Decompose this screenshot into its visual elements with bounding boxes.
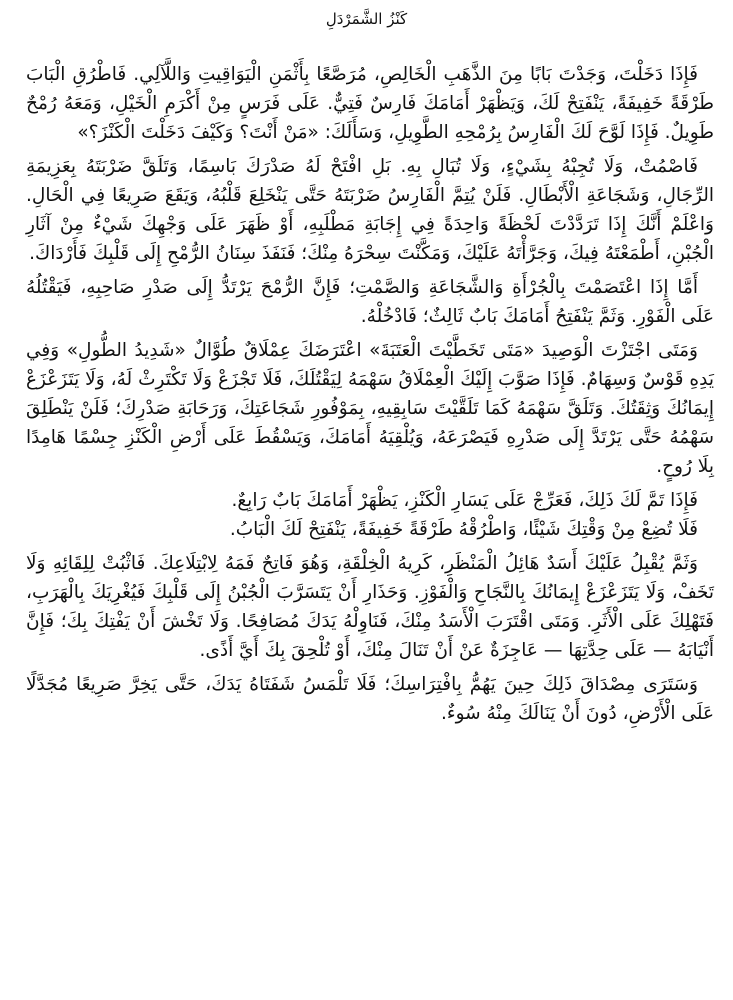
paragraph: فَاصْمُتْ، وَلَا تُجِبْهُ بِشَيْءٍ، وَلَا تُبَالِ بِهِ. بَلِ افْتَحْ لَهُ صَدْرَكَ بَاسِمًا، وَتَلَقَّ ضَرْبَتَهُ بِعَزِيمَةِ الرِّجَالِ، وَشَجَاعَةِ الْأَبْطَالِ. فَلَنْ يُتِمَّ الْفَارِسُ ضَرْبَتَهُ حَتَّى يَنْخَلِعَ قَلْبُهُ، وَيَقَعَ صَرِيعًا فِي الْحَالِ. وَاعْلَمْ أَنَّكَ إِذَا تَرَدَّدْتَ لَحْظَةً وَاحِدَةً فِي إِجَابَةِ مَطْلَبِهِ، أَوْ ظَهَرَ عَلَى وَجْهِكَ شَيْءٌ مِنْ آثَارِ الْجُبْنِ، أَطْمَعْتَهُ فِيكَ، وَجَرَّأْتَهُ عَلَيْكَ، وَمَكَّنْتَ سِحْرَهُ مِنْكَ؛ فَنَفَذَ سِنَانُ الرُّمْحِ إِلَى قَلْبِكَ فَأَرْدَاكَ. — [26, 156, 714, 264]
paragraph: وَسَتَرَى مِصْدَاقَ ذَلِكَ حِينَ يَهُمُّ بِافْتِرَاسِكَ؛ فَلَا تَلْمَسُ شَفَتَاهُ يَدَكَ، حَتَّى يَخِرَّ صَرِيعًا مُجَدَّلًا عَلَى الْأَرْضِ، دُونَ أَنْ يَنَالَكَ مِنْهُ سُوءٌ. — [26, 674, 714, 724]
paragraph: فَلَا تُضِعْ مِنْ وَقْتِكَ شَيْئًا، وَاطْرُقْهُ طَرْقَةً خَفِيفَةً، يَنْفَتِحْ لَكَ الْبَابُ. — [229, 519, 698, 540]
page-body — [26, 60, 714, 733]
paragraph: أَمَّا إِذَا اعْتَصَمْتَ بِالْجُرْأَةِ وَالشَّجَاعَةِ وَالصَّمْتِ؛ فَإِنَّ الرُّمْحَ يَرْتَدُّ إِلَى صَدْرِ صَاحِبِهِ، فَيَقْتُلُهُ عَلَى الْفَوْرِ. وَثَمَّ يَنْفَتِحُ أَمَامَكَ بَابٌ ثَالِثٌ؛ فَادْخُلْهُ. — [26, 277, 714, 327]
paragraph: وَمَتَى اجْتَزْتَ الْوَصِيدَ «مَتَى تَخَطَّيْتَ الْعَتَبَةَ» اعْتَرَضَكَ عِمْلَاقٌ طُوَّالٌ «شَدِيدُ الطُّولِ» وَفِي يَدِهِ قَوْسٌ وَسِهَامٌ. فَإِذَا صَوَّبَ إِلَيْكَ الْعِمْلَاقُ سَهْمَهُ لِيَقْتُلَكَ، فَلَا تَجْزَعْ وَلَا تَكْتَرِثْ لَهُ، وَلَا يَتَزَعْزَعْ إِيمَانُكَ وَثِقَتُكَ. وَتَلَقَّ سَهْمَهُ كَمَا تَلَقَّيْتَ سَابِقِيهِ، بِمَوْفُورِ شَجَاعَتِكَ، وَرَحَابَةِ صَدْرِكَ؛ فَلَنْ يَنْطَلِقَ سَهْمُهُ حَتَّى يَرْتَدَّ إِلَى صَدْرِهِ فَيَصْرَعَهُ، وَيُلْقِيَهُ أَمَامَكَ، وَيَسْقُطَ عَلَى أَرْضِ الْكَنْزِ جِسْمًا هَامِدًا بِلَا رُوحٍ. — [26, 340, 714, 477]
paragraph: فَإِذَا دَخَلْتَ، وَجَدْتَ بَابًا مِنَ الذَّهَبِ الْخَالِصِ، مُرَصَّعًا بِأَثْمَنِ الْيَوَاقِيتِ وَاللَّآلِي. فَاطْرُقِ الْبَابَ طَرْقَةً خَفِيفَةً، يَنْفَتِحْ لَكَ، وَيَظْهَرْ أَمَامَكَ فَارِسٌ فَتِيٌّ. عَلَى فَرَسٍ مِنْ أَكْرَمِ الْخَيْلِ، وَمَعَهُ رُمْحٌ طَوِيلٌ. فَإِذَا لَوَّحَ لَكَ الْفَارِسُ بِرُمْحِهِ الطَّوِيلِ، وَسَأَلَكَ: «مَنْ أَنْتَ؟ وَكَيْفَ دَخَلْتَ الْكَنْزَ؟» — [26, 64, 714, 143]
paragraph: وَثَمَّ يُقْبِلُ عَلَيْكَ أَسَدٌ هَائِلُ الْمَنْظَرِ، كَرِيهُ الْخِلْقَةِ، وَهُوَ فَاتِحٌ فَمَهُ لِابْتِلَاعِكَ. فَاثْبُتْ لِلِقَائِهِ وَلَا تَخَفْ، وَلَا يَتَزَعْزَعْ إِيمَانُكَ بِالنَّجَاحِ وَالْفَوْزِ. وَحَذَارِ أَنْ يَتَسَرَّبَ الْجُبْنُ إِلَى قَلْبِكَ فَيُغْرِيَكَ بِالْهَرَبِ، فَتَهْلِكَ عَلَى الْأَثَرِ. وَمَتَى اقْتَرَبَ الْأَسَدُ مِنْكَ، فَنَاوِلْهُ يَدَكَ مُصَافِحًا. وَلَا تَخْشَ أَنْ يَفْتِكَ بِكَ؛ فَإِنَّ أَنْيَابَهُ — عَلَى حِدَّتِهَا — عَاجِزَةٌ عَنْ أَنْ تَنَالَ مِنْكَ، أَوْ تُلْحِقَ بِكَ أَيَّ أَذًى. — [26, 553, 714, 661]
paragraph: فَإِذَا تَمَّ لَكَ ذَلِكَ، فَعَرِّجْ عَلَى يَسَارِ الْكَنْزِ، يَظْهَرْ أَمَامَكَ بَابٌ رَابِعٌ. — [231, 490, 698, 511]
page-running-title: كَنْزُ الشَّمَرْدَلِ — [325, 10, 408, 28]
